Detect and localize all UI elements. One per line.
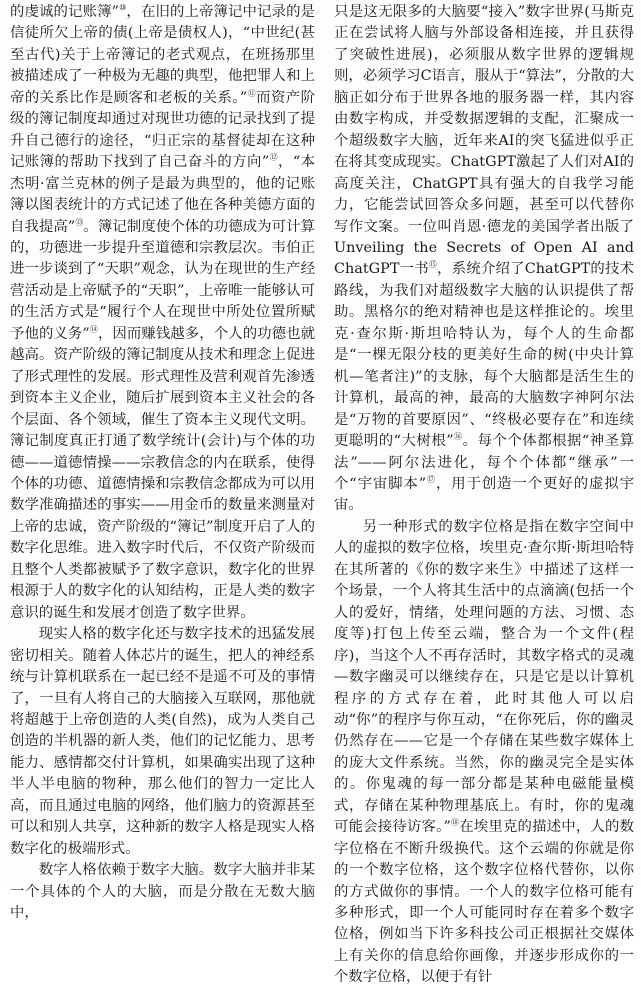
footnote-mark[interactable]: ⑪ [247, 89, 257, 99]
paragraph [334, 517, 634, 989]
footnote-mark[interactable]: ⑮ [428, 260, 438, 270]
paragraph [334, 2, 634, 517]
text: 的虔诚的记账簿” [10, 4, 119, 20]
text: ，系统介绍了ChatGPT的技术路线，为我们对超级数字大脑的认识提供了帮助。黑格尔的绝对精神也是这样推论的。埃里克·查尔斯·斯坦哈特认为，每个人的生命都是“一棵无限分枝的更美好生命的树(中央计算机—笔者注)”的支脉，每个大脑都是活生生的计算机，最高的神，最高的大脑数字神阿尔法是“万物的首要原因”、“终极必要存在”和连续更聪明的“大树根” [334, 261, 635, 450]
text: 只是这无限多的大脑要“接入”数字世界(马斯克正在尝试将人脑与外部设备相连接，并且获得了突破性进展)，必须服从数字世界的逻辑规则，必须学习C语言，服从于“算法”，分散的大脑正如分布于世界各地的服务器一样，其内容由数字构成，并受数据逻辑的支配，汇聚成一个超级数字大脑，近年来AI的突飞猛进似乎正在将其变成现实。ChatGPT激起了人们对AI的高度关注，ChatGPT具有强大的自我学习能力，它能尝试回答众多问题，甚至可以代替你写作文案。一位叫肖恩·德龙的美国学者出版了Unveiling the Secrets of Open AI and ChatGPT一书 [334, 4, 634, 278]
footnote-mark[interactable]: ⑬ [75, 217, 84, 227]
text: 而资产阶级的簿记制度却通过对现世功德的记录找到了提升自己德行的途径，“归正宗的基督徒却在这种记账簿的帮助下找到了自己奋斗的方向” [10, 89, 315, 171]
text: 在埃里克的描述中，人的数字位格在不断升级换代。这个云端的你就是你的一个数字位格，这个数字位格代替你，以你的方式做你的事情。一个人的数字位格可能有多种形式，即一个人可能同时存在着多个数字位格，例如当下许多科技公司正根据社交媒体上有关你的信息给你画像，并逐步形成你的一个数字位格，以便于有针 [334, 819, 634, 986]
paragraph: 现实人格的数字化还与数字技术的迅猛发展密切相关。随着人体芯片的诞生，把人的神经系统与计算机联系在一起已经不是遥不可及的事情了，一旦有人将自己的大脑接入互联网，那他就将超越于上帝创造的人类(自然)，成为人类自己创造的半机器的新人类，他们的记忆能力、思考能力、感情都交付计算机，如果确实出现了这种半人半电脑的物种，那么他们的智力一定比人高，而且通过电脑的网络，他们脑力的资源甚至可以和别人共享，这种新的数字人格是现实人格数字化的极端形式。 [10, 626, 315, 857]
footnote-mark[interactable]: ⑭ [89, 325, 98, 334]
text: 。簿记制度使个体的功德成为可计算的，功德进一步提升至道德和宗教层次。韦伯正进一步谈到了“天职”观念，认为在现世的生产经营活动是上帝赋予的“天职”，上帝唯一能够认可的生活方式是“履行个人在现世中所处位置所赋予他的义务” [10, 218, 315, 342]
text: ，用于创造一个更好的虚拟宇宙。 [334, 475, 634, 514]
right-column [334, 2, 634, 989]
text: ，因而赚钱越多，个人的功德也就越高。资产阶级的簿记制度从技术和理念上促进了形式理性的发展。形式理性及营利观首先渗透到资本主义企业，随后扩展到资本主义社会的各个层面、各个领域，催生了资本主义现代文明。簿记制度真正打通了数学统计(会计)与个体的功德——道德情操——宗教信念的内在联系，使得个体的功德、道德情操和宗教信念都成为可以用数学准确描述的事实——用金币的数量来测量对上帝的忠诚，资产阶级的“簿记”制度开启了人的数字化思维。进入数字时代后，不仅资产阶级而且整个人类都被赋予了数字意识，数字化的世界根源于人的数字化的认知结构，正是人类的数字意识的诞生和发展才创造了数字世界。 [10, 325, 316, 621]
footnote-mark[interactable]: ⑰ [426, 475, 436, 485]
text: 另一种形式的数字位格是指在数字空间中人的虚拟的数字位格，埃里克·查尔斯·斯坦哈特在其所著的《你的数字来生》中描述了这样一个场景，一个人将其生活中的点滴滴(包括一个人的爱好，情绪，处理问题的方法、习惯、态度等)打包上传至云端，整合为一个文件(程序)，当这个人不再存活时，其数字格式的灵魂—数字幽灵可以继续存在，只是它是以计算机程序的方式存在着，此时其他人可以启动“你”的程序与你互动，“在你死后，你的幽灵仍然存在——它是一个存储在某些数字媒体上的庞大文件系统。当然，你的幽灵完全是实体的。你鬼魂的每一部分都是某种电磁能量模式，存储在某种物理基底上。有时，你的鬼魂可能会接待访客。” [334, 518, 634, 836]
paragraph: 数字人格依赖于数字大脑。数字大脑并非某一个具体的个人的大脑，而是分散在无数大脑中， [10, 862, 315, 922]
text: ，“本杰明·富兰克林的例子是最为典型的，他的记账簿以图表统计的方式记述了他在各种美德方面的自我提高” [10, 154, 315, 235]
text: ，在旧的上帝簿记中记录的是信徒所欠上帝的债(上帝是债权人)，“中世纪(甚至古代)关于上帝簿记的老式观点，在班扬那里被描述成了一种极为无趣的典型，他把罪人和上帝的关系比作是顾客和老板的关系。” [10, 4, 316, 106]
footnote-mark[interactable]: ⑫ [269, 153, 279, 163]
text: 。每个个体都根据“神圣算法”——阿尔法进化，每个个体都“继承”一个“宇宙脚本” [334, 433, 635, 492]
left-column [10, 2, 315, 924]
paragraph [10, 2, 315, 624]
footnote-mark[interactable]: ⑩ [118, 3, 127, 13]
footnote-mark[interactable]: ⑯ [453, 432, 463, 442]
footnote-mark[interactable]: ⑱ [450, 818, 460, 828]
